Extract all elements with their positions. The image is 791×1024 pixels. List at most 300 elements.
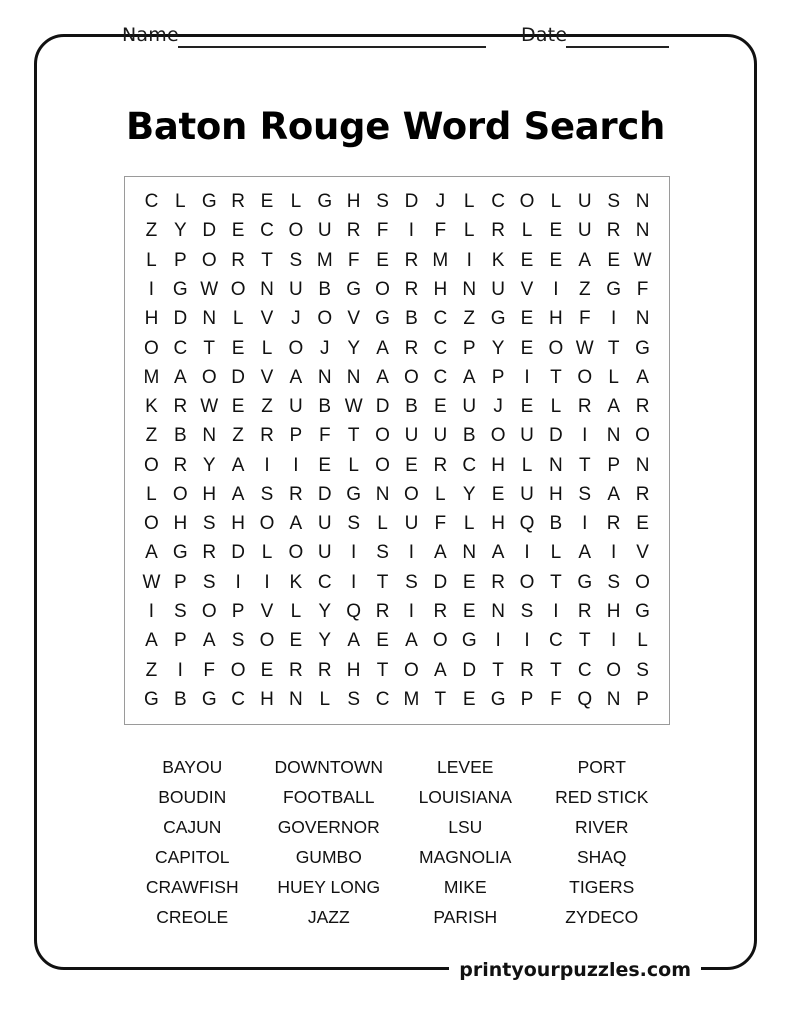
grid-cell[interactable]: H xyxy=(173,513,188,535)
grid-cell[interactable]: O xyxy=(288,220,304,242)
grid-cell[interactable]: H xyxy=(346,191,361,213)
grid-cell[interactable]: T xyxy=(203,337,216,359)
grid-cell[interactable]: F xyxy=(318,425,331,447)
grid-cell[interactable]: A xyxy=(145,630,158,652)
grid-cell[interactable]: L xyxy=(290,191,302,213)
grid-cell[interactable]: S xyxy=(578,483,592,505)
grid-cell[interactable]: V xyxy=(347,308,360,330)
grid-cell[interactable]: T xyxy=(607,337,620,359)
grid-cell[interactable]: I xyxy=(264,454,270,476)
grid-cell[interactable]: O xyxy=(577,366,593,388)
grid-cell[interactable]: V xyxy=(520,278,534,300)
grid-cell[interactable]: E xyxy=(433,396,447,418)
grid-cell[interactable]: R xyxy=(433,454,448,476)
grid-cell[interactable]: L xyxy=(435,483,446,505)
grid-cell[interactable]: L xyxy=(608,366,619,388)
word-list-item[interactable]: BAYOU xyxy=(162,757,223,777)
grid-cell[interactable]: I xyxy=(351,542,357,564)
grid-cell[interactable]: M xyxy=(432,249,449,271)
grid-cell[interactable]: L xyxy=(348,454,359,476)
grid-cell[interactable]: U xyxy=(404,425,419,447)
grid-cell[interactable]: H xyxy=(144,308,159,330)
grid-cell[interactable]: A xyxy=(607,483,620,505)
grid-cell[interactable]: I xyxy=(582,513,588,535)
grid-cell[interactable]: R xyxy=(491,571,505,593)
grid-cell[interactable]: C xyxy=(317,571,332,593)
grid-cell[interactable]: A xyxy=(462,366,476,388)
grid-cell[interactable]: H xyxy=(202,483,217,505)
grid-cell[interactable]: A xyxy=(433,542,447,564)
grid-cell[interactable]: N xyxy=(317,366,332,388)
grid-cell[interactable]: R xyxy=(635,483,650,505)
grid-cell[interactable]: Y xyxy=(318,630,332,652)
grid-cell[interactable]: U xyxy=(404,513,419,535)
grid-cell[interactable]: Z xyxy=(578,278,591,300)
grid-cell[interactable]: A xyxy=(636,366,649,388)
grid-cell[interactable]: A xyxy=(231,483,245,505)
word-list-item[interactable]: PARISH xyxy=(433,907,498,927)
grid-cell[interactable]: G xyxy=(577,571,593,593)
grid-cell[interactable]: O xyxy=(144,454,159,476)
grid-cell[interactable]: E xyxy=(260,659,274,681)
grid-cell[interactable]: L xyxy=(521,454,533,476)
grid-cell[interactable]: F xyxy=(434,220,447,242)
grid-cell[interactable]: G xyxy=(144,688,159,710)
grid-cell[interactable]: B xyxy=(173,425,187,447)
grid-cell[interactable]: S xyxy=(376,542,389,564)
grid-cell[interactable]: P xyxy=(289,425,303,447)
grid-cell[interactable]: E xyxy=(462,571,476,593)
grid-cell[interactable]: I xyxy=(611,630,617,652)
word-list-item[interactable]: LSU xyxy=(448,817,483,837)
word-list-item[interactable]: CRAWFISH xyxy=(145,877,239,897)
grid-cell[interactable]: I xyxy=(524,366,530,388)
grid-cell[interactable]: N xyxy=(202,308,217,330)
date-write-line[interactable] xyxy=(566,46,669,48)
grid-cell[interactable]: G xyxy=(172,542,188,564)
grid-cell[interactable]: E xyxy=(549,249,563,271)
grid-cell[interactable]: A xyxy=(289,513,303,535)
grid-cell[interactable]: I xyxy=(148,601,155,623)
grid-cell[interactable]: L xyxy=(463,513,475,535)
grid-cell[interactable]: N xyxy=(606,425,621,447)
grid-cell[interactable]: P xyxy=(520,688,534,710)
grid-cell[interactable]: S xyxy=(231,630,245,652)
grid-cell[interactable]: W xyxy=(344,396,363,418)
grid-cell[interactable]: G xyxy=(346,278,362,300)
grid-cell[interactable]: R xyxy=(606,513,621,535)
grid-cell[interactable]: I xyxy=(611,542,617,564)
grid-cell[interactable]: R xyxy=(404,278,419,300)
grid-cell[interactable]: F xyxy=(636,278,649,300)
grid-cell[interactable]: Y xyxy=(318,601,332,623)
grid-cell[interactable]: T xyxy=(347,425,360,447)
grid-cell[interactable]: S xyxy=(405,571,418,593)
grid-cell[interactable]: C xyxy=(491,191,505,213)
grid-cell[interactable]: U xyxy=(577,220,592,242)
grid-cell[interactable]: L xyxy=(319,688,331,710)
grid-cell[interactable]: R xyxy=(491,220,505,242)
grid-cell[interactable]: M xyxy=(403,688,420,710)
grid-cell[interactable]: L xyxy=(550,396,562,418)
grid-cell[interactable]: I xyxy=(408,220,415,242)
word-list-item[interactable]: SHAQ xyxy=(576,847,627,867)
grid-cell[interactable]: C xyxy=(462,454,477,476)
grid-cell[interactable]: I xyxy=(524,630,530,652)
grid-cell[interactable]: O xyxy=(635,425,650,447)
grid-cell[interactable]: B xyxy=(462,425,476,447)
grid-cell[interactable]: W xyxy=(633,249,652,271)
grid-cell[interactable]: R xyxy=(577,601,592,623)
grid-cell[interactable]: P xyxy=(462,337,476,359)
grid-cell[interactable]: R xyxy=(231,249,245,271)
grid-cell[interactable]: N xyxy=(635,308,650,330)
grid-cell[interactable]: U xyxy=(433,425,448,447)
grid-cell[interactable]: Y xyxy=(173,220,187,242)
grid-cell[interactable]: T xyxy=(434,688,447,710)
grid-cell[interactable]: H xyxy=(260,688,274,710)
grid-cell[interactable]: R xyxy=(260,425,274,447)
grid-cell[interactable]: A xyxy=(145,542,158,564)
word-list-item[interactable]: FOOTBALL xyxy=(283,787,375,807)
grid-cell[interactable]: C xyxy=(144,191,159,213)
grid-cell[interactable]: H xyxy=(433,278,448,300)
word-list-item[interactable]: CREOLE xyxy=(156,907,229,927)
grid-cell[interactable]: V xyxy=(636,542,649,564)
grid-cell[interactable]: O xyxy=(519,191,535,213)
grid-cell[interactable]: O xyxy=(201,601,217,623)
grid-cell[interactable]: N xyxy=(491,601,505,623)
grid-cell[interactable]: Q xyxy=(346,601,362,623)
grid-cell[interactable]: O xyxy=(375,454,390,476)
grid-cell[interactable]: N xyxy=(635,454,650,476)
grid-cell[interactable]: S xyxy=(347,513,360,535)
grid-cell[interactable]: U xyxy=(317,513,332,535)
grid-cell[interactable]: L xyxy=(261,337,273,359)
grid-cell[interactable]: I xyxy=(495,630,501,652)
grid-cell[interactable]: O xyxy=(404,366,419,388)
grid-cell[interactable]: S xyxy=(289,249,303,271)
grid-cell[interactable]: O xyxy=(288,337,304,359)
word-list-item[interactable]: LOUISIANA xyxy=(418,787,512,807)
grid-cell[interactable]: Y xyxy=(491,337,505,359)
grid-cell[interactable]: R xyxy=(346,220,361,242)
grid-cell[interactable]: H xyxy=(231,513,245,535)
grid-cell[interactable]: G xyxy=(375,308,390,330)
grid-cell[interactable]: A xyxy=(376,366,389,388)
grid-cell[interactable]: B xyxy=(173,688,187,710)
grid-cell[interactable]: Y xyxy=(462,483,476,505)
grid-cell[interactable]: R xyxy=(433,601,448,623)
grid-cell[interactable]: D xyxy=(375,396,390,418)
grid-cell[interactable]: Y xyxy=(347,337,360,359)
grid-cell[interactable]: O xyxy=(259,513,275,535)
grid-cell[interactable]: C xyxy=(260,220,274,242)
grid-cell[interactable]: S xyxy=(202,571,216,593)
grid-cell[interactable]: G xyxy=(172,278,188,300)
grid-cell[interactable]: C xyxy=(231,688,245,710)
grid-cell[interactable]: I xyxy=(293,454,299,476)
grid-cell[interactable]: O xyxy=(404,659,419,681)
grid-cell[interactable]: O xyxy=(404,483,419,505)
grid-cell[interactable]: I xyxy=(177,659,183,681)
word-list-item[interactable]: RED STICK xyxy=(555,787,649,807)
grid-cell[interactable]: I xyxy=(553,601,559,623)
grid-cell[interactable]: Z xyxy=(463,308,476,330)
grid-cell[interactable]: A xyxy=(231,454,245,476)
word-list-item[interactable]: JAZZ xyxy=(307,907,350,927)
grid-cell[interactable]: T xyxy=(550,571,562,593)
grid-cell[interactable]: N xyxy=(346,366,361,388)
grid-cell[interactable]: F xyxy=(376,220,389,242)
grid-cell[interactable]: E xyxy=(231,220,245,242)
grid-cell[interactable]: O xyxy=(375,425,390,447)
grid-cell[interactable]: N xyxy=(462,278,477,300)
grid-cell[interactable]: U xyxy=(317,542,332,564)
grid-cell[interactable]: D xyxy=(404,191,419,213)
grid-cell[interactable]: E xyxy=(231,396,245,418)
grid-cell[interactable]: F xyxy=(578,308,591,330)
word-list-item[interactable]: MIKE xyxy=(443,877,487,897)
grid-cell[interactable]: P xyxy=(491,366,505,388)
grid-cell[interactable]: B xyxy=(405,308,418,330)
grid-cell[interactable]: Z xyxy=(145,659,158,681)
grid-cell[interactable]: O xyxy=(375,278,390,300)
grid-cell[interactable]: S xyxy=(347,688,360,710)
grid-cell[interactable]: L xyxy=(521,220,533,242)
word-list-item[interactable]: GUMBO xyxy=(295,847,362,867)
grid-cell[interactable]: C xyxy=(577,659,592,681)
grid-cell[interactable]: P xyxy=(607,454,620,476)
grid-cell[interactable]: P xyxy=(636,688,649,710)
grid-cell[interactable]: H xyxy=(491,454,505,476)
grid-cell[interactable]: G xyxy=(201,191,217,213)
grid-cell[interactable]: H xyxy=(606,601,621,623)
grid-cell[interactable]: H xyxy=(549,308,563,330)
grid-cell[interactable]: O xyxy=(635,571,650,593)
grid-cell[interactable]: W xyxy=(200,396,219,418)
grid-cell[interactable]: S xyxy=(376,191,389,213)
grid-cell[interactable]: U xyxy=(462,396,477,418)
grid-cell[interactable]: C xyxy=(173,337,188,359)
grid-cell[interactable]: D xyxy=(462,659,477,681)
grid-cell[interactable]: M xyxy=(143,366,160,388)
grid-cell[interactable]: P xyxy=(173,571,187,593)
name-write-line[interactable] xyxy=(178,46,486,48)
grid-cell[interactable]: R xyxy=(289,659,303,681)
grid-cell[interactable]: C xyxy=(549,630,563,652)
grid-cell[interactable]: E xyxy=(318,454,332,476)
grid-cell[interactable]: R xyxy=(231,191,245,213)
grid-cell[interactable]: L xyxy=(463,220,475,242)
grid-cell[interactable]: R xyxy=(404,249,419,271)
word-list-item[interactable]: MAGNOLIA xyxy=(419,847,512,867)
grid-cell[interactable]: L xyxy=(146,483,157,505)
grid-cell[interactable]: G xyxy=(635,337,650,359)
grid-cell[interactable]: T xyxy=(376,659,389,681)
grid-cell[interactable]: E xyxy=(636,513,649,535)
grid-cell[interactable]: E xyxy=(520,308,534,330)
grid-cell[interactable]: P xyxy=(173,630,187,652)
grid-cell[interactable]: B xyxy=(549,513,563,535)
grid-cell[interactable]: L xyxy=(463,191,475,213)
word-list-item[interactable]: ZYDECO xyxy=(565,907,639,927)
grid-cell[interactable]: N xyxy=(635,191,650,213)
grid-cell[interactable]: K xyxy=(491,249,505,271)
grid-cell[interactable]: Y xyxy=(202,454,216,476)
letter-grid[interactable] xyxy=(137,187,657,714)
grid-cell[interactable]: A xyxy=(202,630,216,652)
grid-cell[interactable]: E xyxy=(376,630,389,652)
grid-cell[interactable]: Z xyxy=(145,425,158,447)
grid-cell[interactable]: S xyxy=(173,601,187,623)
grid-cell[interactable]: I xyxy=(524,542,530,564)
word-list-item[interactable]: PORT xyxy=(577,757,626,777)
grid-cell[interactable]: S xyxy=(636,659,649,681)
grid-cell[interactable]: J xyxy=(291,308,301,330)
grid-cell[interactable]: R xyxy=(173,454,188,476)
grid-cell[interactable]: E xyxy=(520,249,534,271)
grid-cell[interactable]: I xyxy=(582,425,588,447)
grid-cell[interactable]: T xyxy=(550,659,562,681)
grid-cell[interactable]: T xyxy=(578,630,591,652)
grid-cell[interactable]: H xyxy=(346,659,361,681)
grid-cell[interactable]: R xyxy=(317,659,332,681)
word-list-item[interactable]: CAPITOL xyxy=(154,847,230,867)
grid-cell[interactable]: T xyxy=(376,571,389,593)
grid-cell[interactable]: I xyxy=(611,308,617,330)
grid-cell[interactable]: O xyxy=(201,249,217,271)
grid-cell[interactable]: O xyxy=(606,659,622,681)
grid-cell[interactable]: O xyxy=(490,425,506,447)
grid-cell[interactable]: O xyxy=(548,337,564,359)
grid-cell[interactable]: D xyxy=(231,366,245,388)
grid-cell[interactable]: H xyxy=(491,513,505,535)
grid-cell[interactable]: O xyxy=(144,513,159,535)
grid-cell[interactable]: K xyxy=(145,396,158,418)
grid-cell[interactable]: O xyxy=(259,630,275,652)
word-list-item[interactable]: BOUDIN xyxy=(158,787,227,807)
grid-cell[interactable]: L xyxy=(232,308,244,330)
grid-cell[interactable]: U xyxy=(289,396,303,418)
grid-cell[interactable]: G xyxy=(490,308,506,330)
grid-cell[interactable]: L xyxy=(637,630,648,652)
grid-cell[interactable]: I xyxy=(466,249,472,271)
grid-cell[interactable]: S xyxy=(202,513,216,535)
grid-cell[interactable]: I xyxy=(408,542,415,564)
word-list-item[interactable]: DOWNTOWN xyxy=(274,757,384,777)
grid-cell[interactable]: U xyxy=(577,191,592,213)
grid-cell[interactable]: D xyxy=(231,542,245,564)
grid-cell[interactable]: N xyxy=(462,542,477,564)
word-list-item[interactable]: CAJUN xyxy=(163,817,222,837)
grid-cell[interactable]: U xyxy=(317,220,332,242)
grid-cell[interactable]: U xyxy=(520,425,534,447)
grid-cell[interactable]: T xyxy=(492,659,504,681)
grid-cell[interactable]: A xyxy=(376,337,389,359)
grid-cell[interactable]: Q xyxy=(519,513,535,535)
grid-cell[interactable]: P xyxy=(231,601,245,623)
grid-cell[interactable]: H xyxy=(549,483,563,505)
grid-cell[interactable]: V xyxy=(260,366,274,388)
grid-cell[interactable]: E xyxy=(376,249,389,271)
grid-cell[interactable]: G xyxy=(201,688,217,710)
grid-cell[interactable]: R xyxy=(404,337,419,359)
grid-cell[interactable]: N xyxy=(202,425,217,447)
grid-cell[interactable]: C xyxy=(433,308,448,330)
grid-cell[interactable]: D xyxy=(202,220,217,242)
grid-cell[interactable]: G xyxy=(606,278,622,300)
word-list-item[interactable]: LEVEE xyxy=(437,757,494,777)
grid-cell[interactable]: U xyxy=(491,278,505,300)
grid-cell[interactable]: G xyxy=(461,630,477,652)
grid-cell[interactable]: G xyxy=(490,688,506,710)
grid-cell[interactable]: L xyxy=(290,601,302,623)
grid-cell[interactable]: O xyxy=(519,571,535,593)
grid-cell[interactable]: K xyxy=(289,571,303,593)
grid-cell[interactable]: O xyxy=(172,483,188,505)
grid-cell[interactable]: U xyxy=(520,483,534,505)
grid-cell[interactable]: E xyxy=(231,337,245,359)
grid-cell[interactable]: R xyxy=(520,659,534,681)
grid-cell[interactable]: E xyxy=(289,630,303,652)
grid-cell[interactable]: A xyxy=(405,630,418,652)
grid-cell[interactable]: N xyxy=(606,688,621,710)
grid-cell[interactable]: U xyxy=(289,278,303,300)
grid-cell[interactable]: A xyxy=(578,542,592,564)
grid-cell[interactable]: P xyxy=(173,249,187,271)
grid-cell[interactable]: E xyxy=(405,454,418,476)
grid-cell[interactable]: S xyxy=(260,483,274,505)
grid-cell[interactable]: W xyxy=(200,278,219,300)
grid-cell[interactable]: R xyxy=(289,483,303,505)
grid-cell[interactable]: A xyxy=(491,542,505,564)
grid-cell[interactable]: Z xyxy=(145,220,158,242)
grid-cell[interactable]: J xyxy=(435,191,446,213)
word-list-item[interactable]: HUEY LONG xyxy=(277,877,381,897)
grid-cell[interactable]: E xyxy=(549,220,563,242)
grid-cell[interactable]: E xyxy=(462,601,476,623)
grid-cell[interactable]: L xyxy=(550,191,562,213)
grid-cell[interactable]: Z xyxy=(232,425,244,447)
grid-cell[interactable]: L xyxy=(175,191,186,213)
grid-cell[interactable]: A xyxy=(289,366,303,388)
grid-cell[interactable]: N xyxy=(260,278,274,300)
grid-cell[interactable]: F xyxy=(434,513,447,535)
grid-cell[interactable]: L xyxy=(146,249,157,271)
grid-cell[interactable]: O xyxy=(201,366,217,388)
grid-cell[interactable]: E xyxy=(520,337,534,359)
grid-cell[interactable]: S xyxy=(520,601,534,623)
grid-cell[interactable]: F xyxy=(347,249,360,271)
grid-cell[interactable]: W xyxy=(142,571,161,593)
grid-cell[interactable]: J xyxy=(493,396,503,418)
grid-cell[interactable]: E xyxy=(607,249,620,271)
grid-cell[interactable]: D xyxy=(549,425,563,447)
grid-cell[interactable]: R xyxy=(577,396,592,418)
grid-cell[interactable]: A xyxy=(578,249,592,271)
grid-cell[interactable]: A xyxy=(173,366,187,388)
grid-cell[interactable]: Q xyxy=(577,688,593,710)
grid-cell[interactable]: D xyxy=(433,571,448,593)
grid-cell[interactable]: I xyxy=(408,601,415,623)
grid-cell[interactable]: N xyxy=(549,454,563,476)
grid-cell[interactable]: O xyxy=(432,630,448,652)
grid-cell[interactable]: R xyxy=(202,542,217,564)
grid-cell[interactable]: E xyxy=(520,396,534,418)
grid-cell[interactable]: F xyxy=(203,659,216,681)
grid-cell[interactable]: L xyxy=(377,513,388,535)
